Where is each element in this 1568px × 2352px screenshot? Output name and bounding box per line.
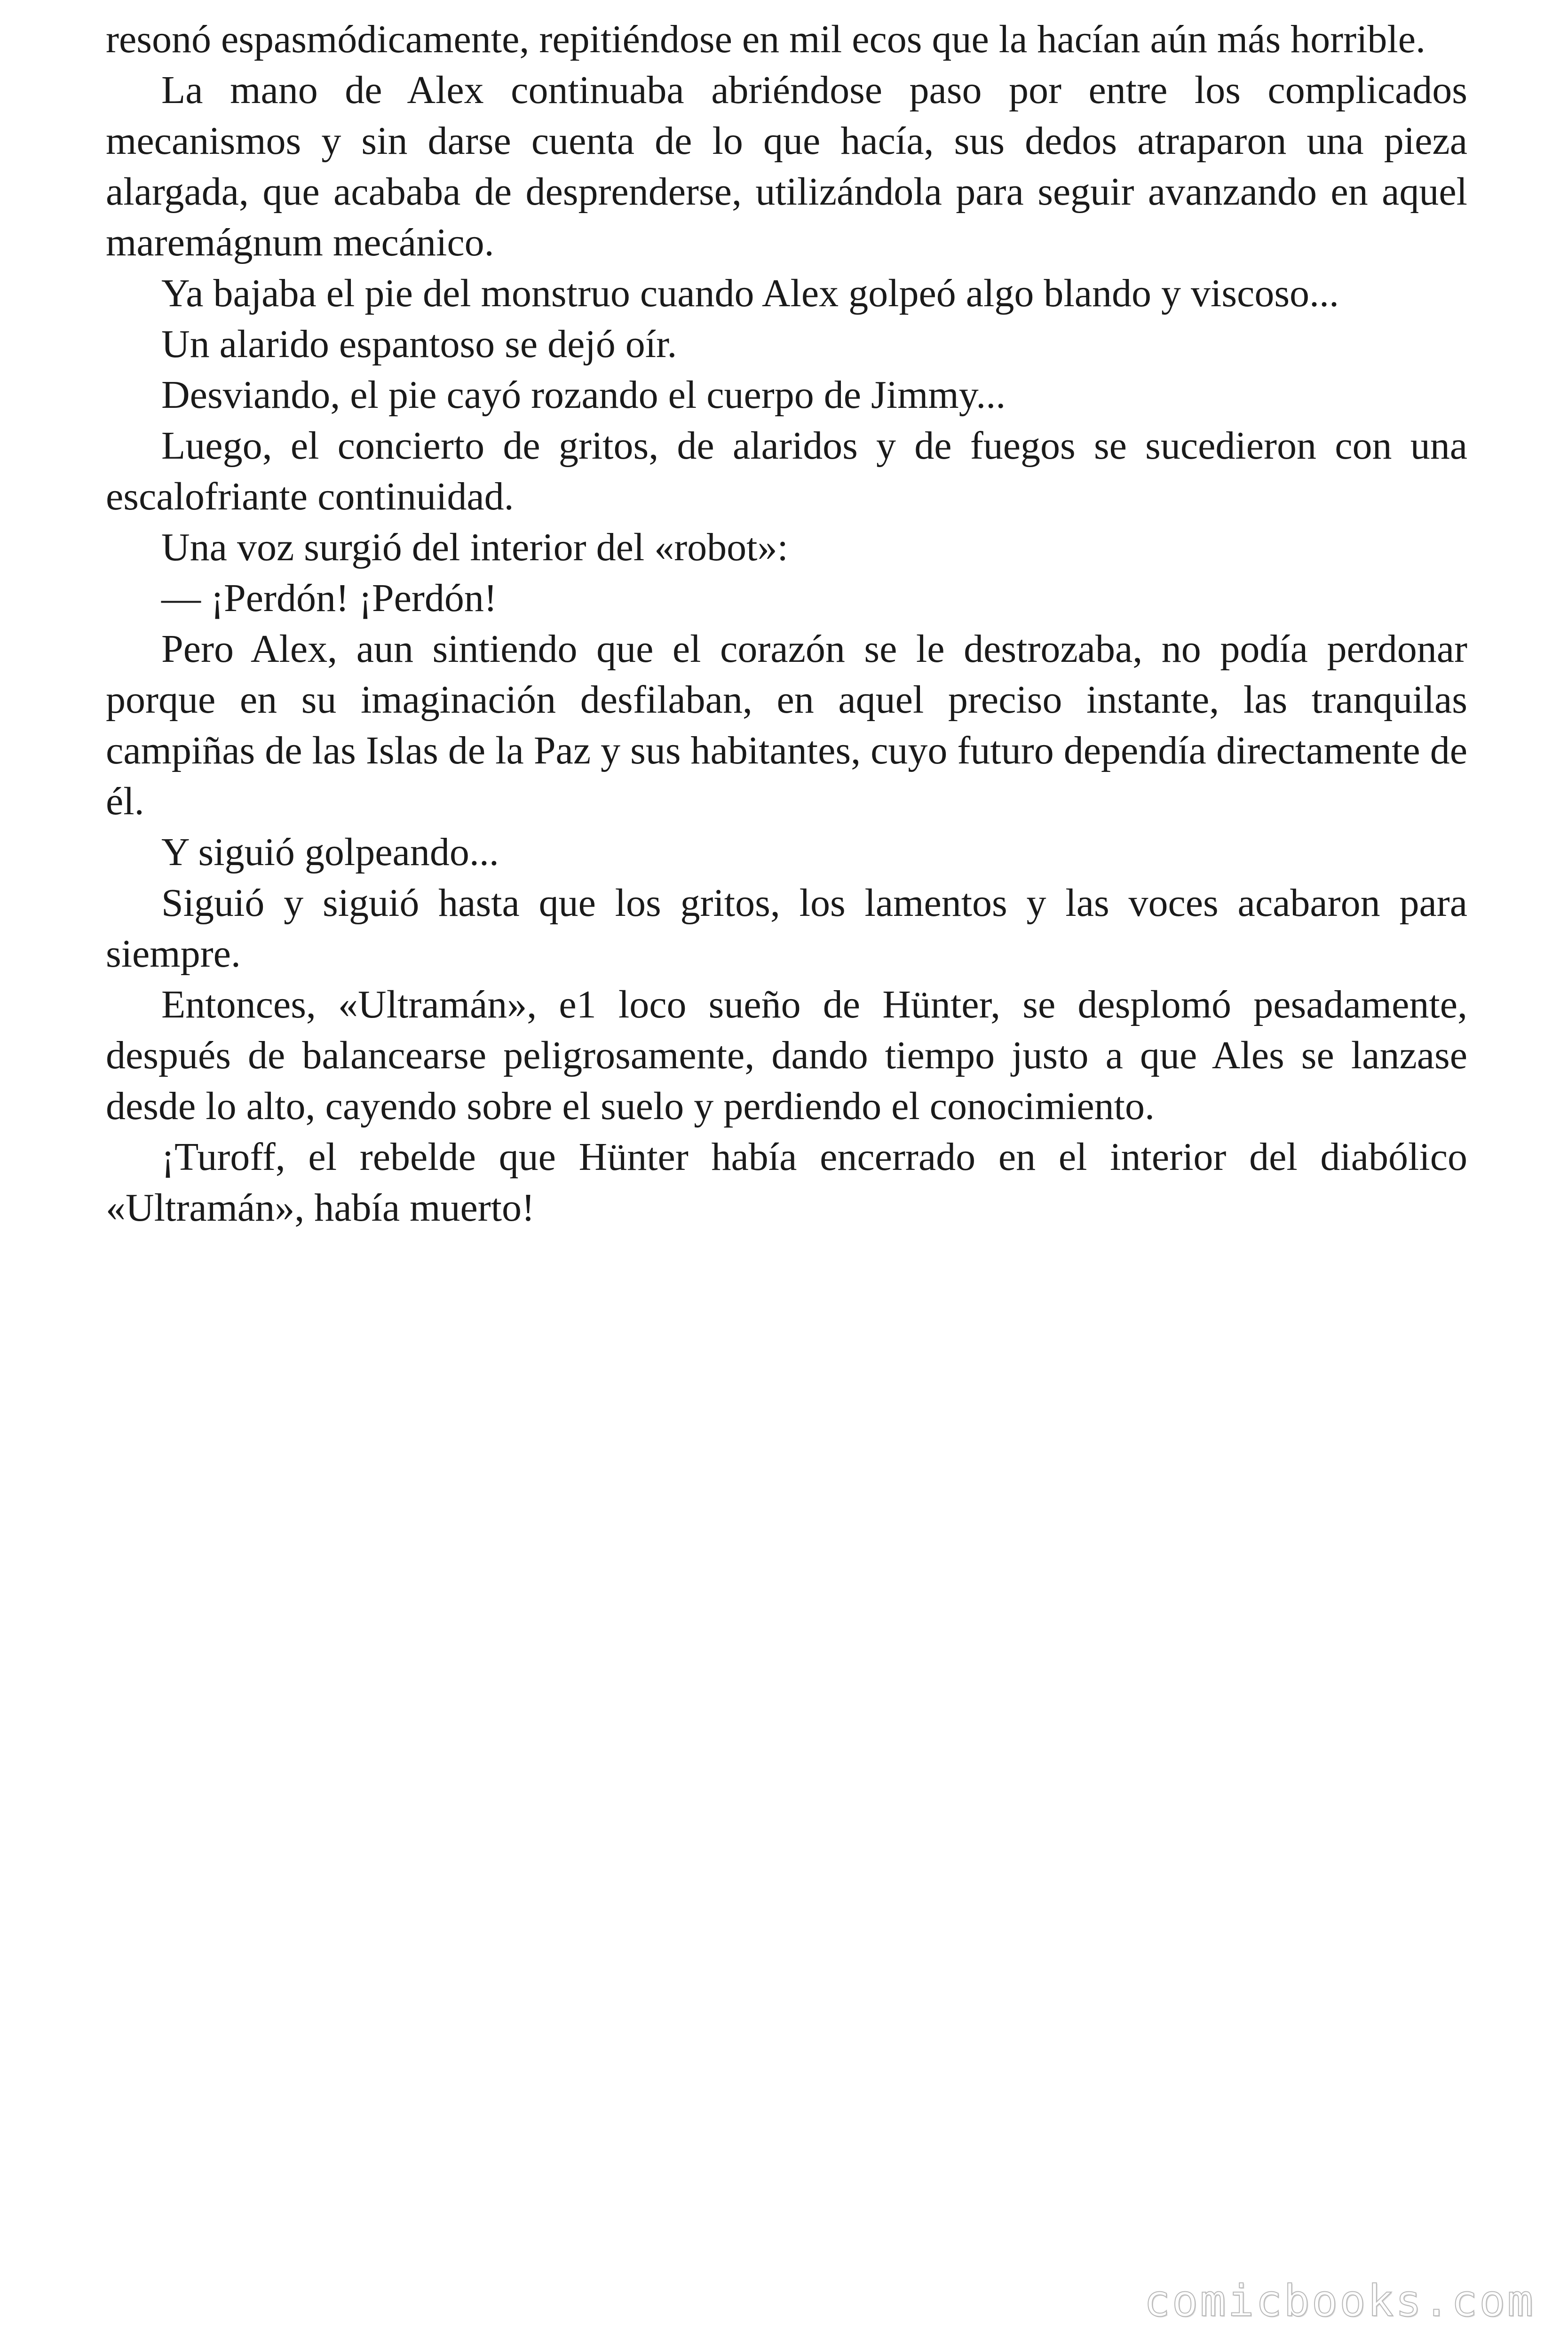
paragraph: Una voz surgió del interior del «robot»: [161,525,788,569]
paragraph: Pero Alex, aun sintiendo que el corazón se le destrozaba, no podía perdonar porque en su imaginación desfilaban, en aquel preciso instante, las tranquilas campiñas de las Islas de la Paz y sus habitantes, cuyo futuro dependía directamente de él. [106,627,1467,823]
paragraph: Entonces, «Ultramán», e1 loco sueño de Hünter, se desplomó pesadamente, después de balancearse peligrosamente, dando tiempo justo a que Ales se lanzase desde lo alto, cayendo sobre el suelo y perdiendo el conocimiento. [106,983,1467,1128]
paragraph: La mano de Alex continuaba abriéndose paso por entre los complicados mecanismos y sin darse cuenta de lo que hacía, sus dedos atraparon una pieza alargada, que acababa de desprenderse, utilizándola para seguir avanzando en aquel maremágnum mecánico. [106,68,1467,264]
watermark: comicbooks.com [1144,2276,1535,2326]
paragraph: Un alarido espantoso se dejó oír. [161,322,677,366]
paragraph: — ¡Perdón! ¡Perdón! [161,576,497,620]
paragraph: resonó espasmódicamente, repitiéndose en mil ecos que la hacían aún más horrible. [106,17,1426,61]
paragraph: Siguió y siguió hasta que los gritos, los lamentos y las voces acabaron para siempre. [106,881,1467,976]
body-text [106,14,1467,1233]
paragraph: Luego, el concierto de gritos, de alaridos y de fuegos se sucedieron con una escalofriante continuidad. [106,424,1467,518]
paragraph: ¡Turoff, el rebelde que Hünter había encerrado en el interior del diabólico «Ultramán», había muerto! [106,1135,1467,1230]
paragraph: Desviando, el pie cayó rozando el cuerpo de Jimmy... [161,373,1006,417]
paragraph: Y siguió golpeando... [161,830,499,874]
paragraph: Ya bajaba el pie del monstruo cuando Alex golpeó algo blando y viscoso... [161,271,1339,315]
